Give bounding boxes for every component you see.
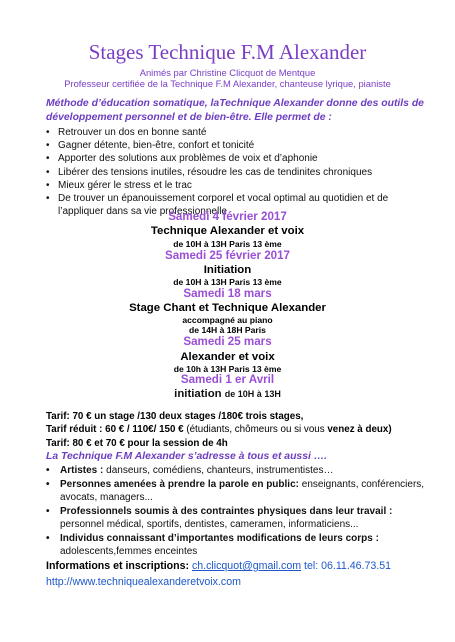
session-time: de 10H à 13H	[224, 389, 281, 399]
bullet-icon: •	[46, 153, 50, 165]
session-date: Samedi 18 mars	[183, 287, 272, 300]
tarifs-block	[46, 410, 436, 450]
session-title: Initiation	[203, 264, 252, 276]
bullet-icon: •	[46, 127, 50, 138]
contact-block	[46, 558, 446, 590]
session-title: Alexander et voix	[180, 351, 275, 363]
email-link[interactable]: ch.clicquot@gmail.com	[191, 560, 302, 572]
list-item: • Personnes amenées à prendre la parole en public: enseignants, conférenciers, avocats, managers...	[46, 478, 425, 503]
bullet-icon: •	[46, 478, 50, 490]
list-item: • Artistes : danseurs, comédiens, chanteurs, instrumentistes…	[46, 465, 334, 476]
audience-tagline: La Technique F.M Alexander s’adresse à tous et aussi ….	[46, 451, 328, 462]
page-title: Stages Technique F.M Alexander	[88, 40, 367, 64]
website-link[interactable]: http://www.techniquealexanderetvoix.com	[46, 576, 241, 588]
list-item: • Libérer des tensions inutiles, résoudre les cas de tendinites chroniques	[46, 166, 373, 178]
bullet-icon: •	[46, 505, 50, 517]
phone-number: tel: 06.11.46.73.51	[304, 560, 391, 572]
session-date: Samedi 4 février 2017	[168, 210, 287, 223]
list-item: • De trouver un épanouissement corporel et vocal optimal au quotidien et de l’appliquer dans sa vie professionnelle	[46, 193, 389, 218]
credentials-line: Professeur certifiée de la Technique F.M Alexander, chanteuse lyrique, pianiste	[64, 78, 391, 89]
intro-paragraph: Méthode d’éducation somatique, laTechnique Alexander donne des outils de développement personnel et de bien-être. Elle permet de :	[46, 98, 424, 123]
benefits-list	[46, 126, 426, 218]
session-title: Technique Alexander et voix	[150, 225, 305, 237]
session-time: de 10H à 13H Paris 13 ème	[173, 239, 282, 249]
session-title-line	[0, 387, 455, 401]
list-item: • Retrouver un dos en bonne santé	[46, 127, 207, 138]
session-title: initiation	[174, 388, 222, 400]
session-note: accompagné au piano	[182, 315, 273, 325]
session-time: de 10H à 13H Paris 13 ème	[173, 277, 282, 287]
tarif-reduit-line: Tarif réduit : 60 € / 110€/ 150 € (étudiants, chômeurs ou si vous venez à deux)	[46, 424, 392, 436]
bullet-icon: •	[46, 465, 50, 476]
list-item: • Mieux gérer le stress et le trac	[46, 179, 192, 191]
session-date: Samedi 25 mars	[183, 335, 272, 348]
bullet-icon: •	[46, 140, 50, 152]
audience-list	[46, 464, 436, 559]
bullet-icon: •	[46, 193, 50, 205]
list-item: • Gagner détente, bien-être, confort et tonicité	[46, 140, 255, 152]
animateur-line: Animés par Christine Clicquot de Mentque	[139, 67, 316, 78]
bullet-icon: •	[46, 532, 50, 544]
contact-line	[46, 558, 446, 574]
bullet-icon: •	[46, 166, 50, 178]
session-time: de 14H à 18H Paris	[189, 325, 266, 335]
session-title: Stage Chant et Technique Alexander	[129, 302, 326, 314]
session-time: de 10h à 13H Paris 13 ème	[173, 364, 282, 374]
tarif-line: Tarif: 70 € un stage /130 deux stages /180€ trois stages,	[46, 411, 304, 422]
list-item: • Apporter des solutions aux problèmes de voix et d’aphonie	[46, 153, 318, 165]
contact-label: Informations et inscriptions:	[46, 560, 190, 572]
tarif-line: Tarif: 80 € et 70 € pour la session de 4h	[46, 437, 228, 449]
bullet-icon: •	[46, 179, 50, 191]
list-item: • Professionnels soumis à des contraintes physiques dans leur travail : personnel médical, sportifs, dentistes, cameramen, informaticiens...	[46, 505, 393, 530]
session-date: Samedi 25 février 2017	[164, 249, 291, 262]
list-item: • Individus connaissant d’importantes modifications de leurs corps : adolescents,femmes enceintes	[46, 532, 379, 557]
session-date: Samedi 1 er Avril	[180, 373, 275, 386]
